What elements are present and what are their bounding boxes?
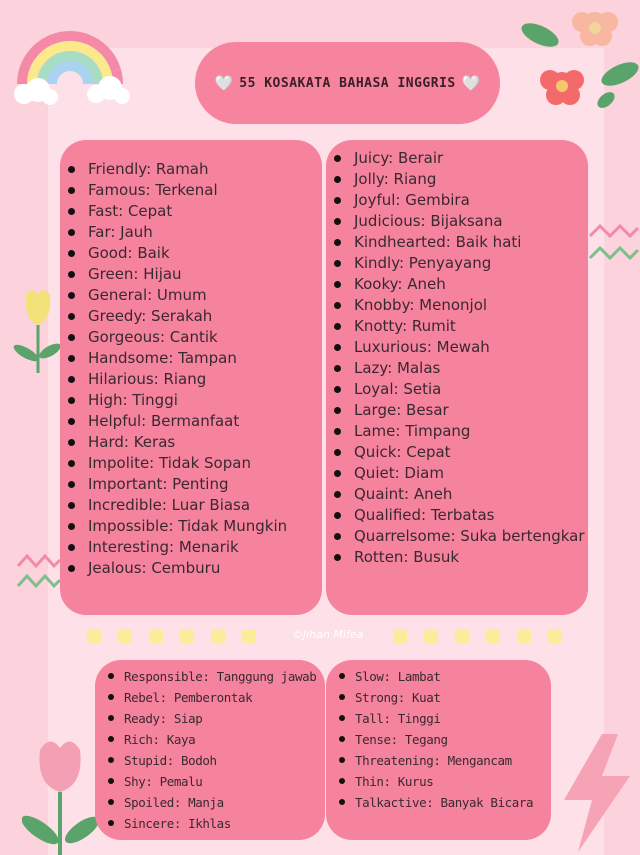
zigzag-icon — [588, 222, 640, 272]
list-item: Quick: Cepat — [326, 442, 585, 463]
vocab-box-2 — [326, 140, 588, 615]
tulip-icon — [22, 730, 102, 855]
flower-icon — [520, 0, 640, 115]
list-item: Rotten: Busuk — [326, 547, 585, 568]
list-item: Juicy: Berair — [326, 148, 585, 169]
list-item: Green: Hijau — [60, 264, 287, 285]
list-item: Quaint: Aneh — [326, 484, 585, 505]
dot — [486, 629, 500, 643]
list-item: Tall: Tinggi — [329, 708, 533, 729]
list-item: Far: Jauh — [60, 222, 287, 243]
list-item: Responsible: Tanggung jawab — [98, 666, 316, 687]
title-banner — [195, 42, 500, 124]
list-item: Jolly: Riang — [326, 169, 585, 190]
dot — [517, 629, 531, 643]
list-item: Judicious: Bijaksana — [326, 211, 585, 232]
list-item: Loyal: Setia — [326, 379, 585, 400]
list-item: Impolite: Tidak Sopan — [60, 453, 287, 474]
tulip-icon — [12, 285, 62, 375]
list-item: Interesting: Menarik — [60, 537, 287, 558]
dot — [455, 629, 469, 643]
list-item: Luxurious: Mewah — [326, 337, 585, 358]
list-item: Talkactive: Banyak Bicara — [329, 792, 533, 813]
watermark: ©Jihan Mifea — [292, 628, 364, 641]
list-item: Strong: Kuat — [329, 687, 533, 708]
dot — [548, 629, 562, 643]
list-item: Knobby: Menonjol — [326, 295, 585, 316]
list-item: Sincere: Ikhlas — [98, 813, 316, 834]
list-item: General: Umum — [60, 285, 287, 306]
list-item: Joyful: Gembira — [326, 190, 585, 211]
list-item: Shy: Pemalu — [98, 771, 316, 792]
list-item: Handsome: Tampan — [60, 348, 287, 369]
list-item: Rebel: Pemberontak — [98, 687, 316, 708]
dot — [180, 629, 194, 643]
vocab-box-4 — [326, 660, 551, 840]
list-item: Important: Penting — [60, 474, 287, 495]
dot-divider-right — [393, 629, 562, 649]
list-item: Hilarious: Riang — [60, 369, 287, 390]
zigzag-icon — [16, 552, 62, 596]
heart-icon: 🤍 — [214, 74, 234, 92]
list-item: Greedy: Serakah — [60, 306, 287, 327]
list-item: Friendly: Ramah — [60, 159, 287, 180]
dot — [242, 629, 256, 643]
list-item: Famous: Terkenal — [60, 180, 287, 201]
list-item: Slow: Lambat — [329, 666, 533, 687]
heart-icon: 🤍 — [461, 74, 481, 92]
list-item: Kindhearted: Baik hati — [326, 232, 585, 253]
lightning-icon — [552, 730, 640, 855]
list-item: Helpful: Bermanfaat — [60, 411, 287, 432]
list-item: Rich: Kaya — [98, 729, 316, 750]
list-item: High: Tinggi — [60, 390, 287, 411]
list-item: Impossible: Tidak Mungkin — [60, 516, 287, 537]
list-item: Stupid: Bodoh — [98, 750, 316, 771]
list-item: Tense: Tegang — [329, 729, 533, 750]
list-item: Good: Baik — [60, 243, 287, 264]
list-item: Lazy: Malas — [326, 358, 585, 379]
dot — [211, 629, 225, 643]
list-item: Spoiled: Manja — [98, 792, 316, 813]
list-item: Thin: Kurus — [329, 771, 533, 792]
list-item: Ready: Siap — [98, 708, 316, 729]
list-item: Kindly: Penyayang — [326, 253, 585, 274]
list-item: Fast: Cepat — [60, 201, 287, 222]
list-item: Quiet: Diam — [326, 463, 585, 484]
rainbow-icon — [10, 4, 130, 114]
dot — [118, 629, 132, 643]
dot — [87, 629, 101, 643]
list-item: Gorgeous: Cantik — [60, 327, 287, 348]
list-item: Threatening: Mengancam — [329, 750, 533, 771]
list-item: Jealous: Cemburu — [60, 558, 287, 579]
list-item: Lame: Timpang — [326, 421, 585, 442]
vocab-box-1 — [60, 140, 322, 615]
list-item: Qualified: Terbatas — [326, 505, 585, 526]
list-item: Kooky: Aneh — [326, 274, 585, 295]
list-item: Quarrelsome: Suka bertengkar — [326, 526, 585, 547]
list-item: Hard: Keras — [60, 432, 287, 453]
dot — [393, 629, 407, 643]
list-item: Incredible: Luar Biasa — [60, 495, 287, 516]
list-item: Knotty: Rumit — [326, 316, 585, 337]
dot-divider-left — [87, 629, 256, 649]
dot — [424, 629, 438, 643]
dot — [149, 629, 163, 643]
page-title: 55 KOSAKATA BAHASA INGGRIS — [239, 75, 456, 91]
vocab-box-3 — [95, 660, 325, 840]
list-item: Large: Besar — [326, 400, 585, 421]
